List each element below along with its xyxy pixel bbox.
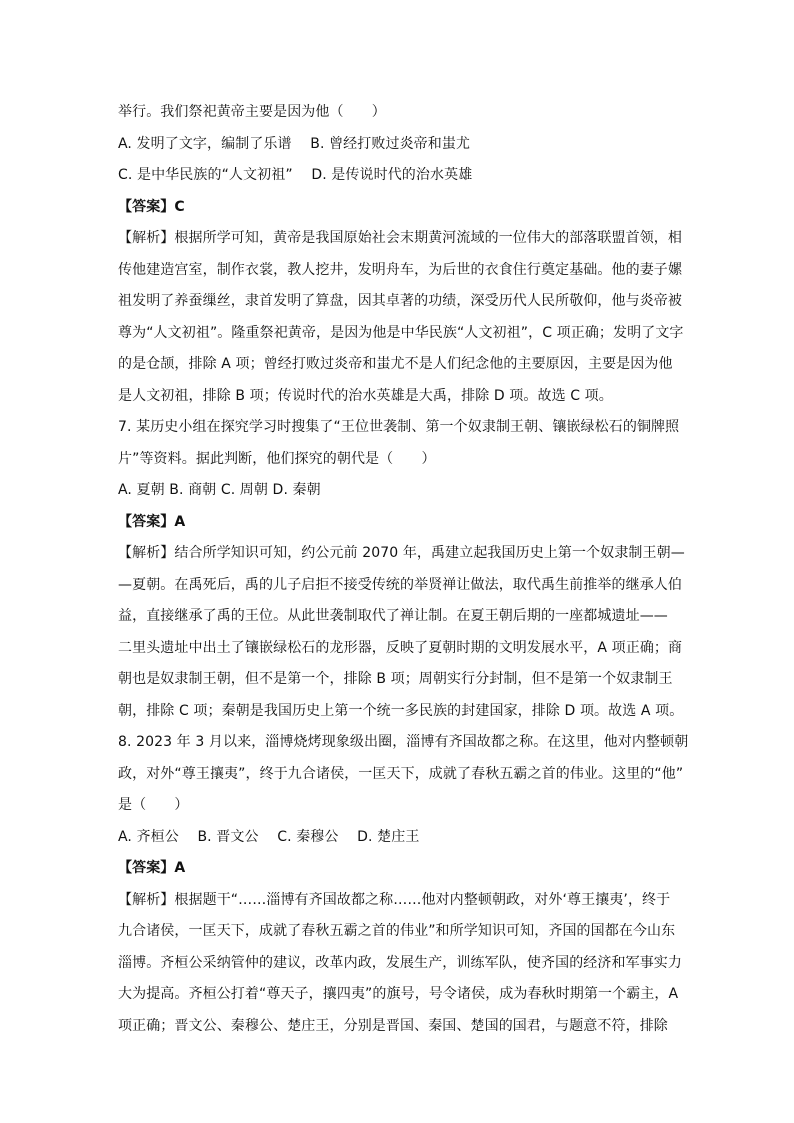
question-6-analysis-line-3: 祖发明了养蚕缫丝，隶首发明了算盘，因其卓著的功绩，深受历代人民所敬仰，他与炎帝被 bbox=[118, 293, 682, 309]
question-8-stem-line-1: 8. 2023 年 3 月以来，淄博烧烤现象级出圈，淄博有齐国故都之称。在这里，他对内整顿朝 bbox=[118, 734, 688, 750]
question-6-analysis-line-6: 是人文初祖，排除 B 项；传说时代的治水英雄是大禹，排除 D 项。故选 C 项。 bbox=[118, 388, 613, 404]
question-6-options-ab: A. 发明了文字，编制了乐谱 B. 曾经打败过炎帝和蚩尤 bbox=[118, 136, 471, 152]
question-8-analysis-line-3: 淄博。齐桓公采纳管仲的建议，改革内政，发展生产，训练军队，使齐国的经济和军事实力 bbox=[118, 955, 682, 971]
question-6-options-cd: C. 是中华民族的“人文初祖” D. 是传说时代的治水英雄 bbox=[118, 167, 473, 183]
question-8-analysis-line-1: 【解析】根据题干“……淄博有齐国故都之称……他对内整顿朝政，对外‘尊王攘夷’，终于 bbox=[118, 892, 671, 908]
question-6-analysis-line-5: 的是仓颉，排除 A 项；曾经打败过炎帝和蚩尤不是人们纪念他的主要原因，主要是因为他 bbox=[118, 356, 673, 372]
question-8-stem-line-3: 是（ ） bbox=[118, 797, 189, 813]
question-8-answer: 【答案】A bbox=[118, 860, 186, 876]
question-7-options: A. 夏朝 B. 商朝 C. 周朝 D. 秦朝 bbox=[118, 482, 321, 498]
question-7-analysis-line-3: 益，直接继承了禹的王位。从此世袭制取代了禅让制。在夏王朝后期的一座都城遗址—— bbox=[118, 608, 668, 624]
question-6-analysis-line-2: 传他建造宫室，制作衣裳，教人挖井，发明舟车，为后世的衣食住行奠定基础。他的妻子嫘 bbox=[118, 262, 682, 278]
question-7-stem-line-1: 7. 某历史小组在探究学习时搜集了“王位世袭制、第一个奴隶制王朝、镶嵌绿松石的铜牌照 bbox=[118, 419, 680, 435]
question-6-analysis-line-1: 【解析】根据所学可知，黄帝是我国原始社会末期黄河流域的一位伟大的部落联盟首领，相 bbox=[118, 230, 682, 246]
question-7-analysis-line-6: 朝，排除 C 项；秦朝是我国历史上第一个统一多民族的封建国家，排除 D 项。故选 A 项。 bbox=[118, 703, 684, 719]
question-7-answer: 【答案】A bbox=[118, 514, 186, 530]
question-6-analysis-line-4: 尊为“人文初祖”。隆重祭祀黄帝，是因为他是中华民族“人文初祖”，C 项正确；发明了文字 bbox=[118, 325, 684, 341]
question-8-stem-line-2: 政，对外“尊王攘夷”，终于九合诸侯，一匡天下，成就了春秋五霸之首的伟业。这里的“他” bbox=[118, 766, 684, 782]
question-8-analysis-line-2: 九合诸侯，一匡天下，成就了春秋五霸之首的伟业”和所学知识可知，齐国的国都在今山东 bbox=[118, 923, 676, 939]
question-6-answer: 【答案】C bbox=[118, 199, 185, 215]
question-8-analysis-line-4: 大为提高。齐桓公打着“尊天子，攘四夷”的旗号，号令诸侯，成为春秋时期第一个霸主，A bbox=[118, 986, 679, 1002]
question-7-analysis-line-4: 二里头遗址中出土了镶嵌绿松石的龙形器，反映了夏朝时期的文明发展水平，A 项正确；商 bbox=[118, 640, 683, 656]
question-7-analysis-line-2: —夏朝。在禹死后，禹的儿子启拒不接受传统的举贤禅让做法，取代禹生前推举的继承人伯 bbox=[118, 577, 682, 593]
question-8-analysis-line-5: 项正确；晋文公、秦穆公、楚庄王，分别是晋国、秦国、楚国的国君，与题意不符，排除 bbox=[118, 1018, 668, 1034]
question-6-stem-end: 举行。我们祭祀黄帝主要是因为他（ ） bbox=[118, 104, 386, 120]
question-8-options: A. 齐桓公 B. 晋文公 C. 秦穆公 D. 楚庄王 bbox=[118, 829, 420, 845]
question-7-analysis-line-5: 朝也是奴隶制王朝，但不是第一个，排除 B 项；周朝实行分封制，但不是第一个奴隶制王 bbox=[118, 671, 673, 687]
question-7-stem-line-2: 片”等资料。据此判断，他们探究的朝代是（ ） bbox=[118, 451, 436, 467]
question-7-analysis-line-1: 【解析】结合所学知识可知，约公元前 2070 年，禹建立起我国历史上第一个奴隶制王朝— bbox=[118, 545, 685, 561]
